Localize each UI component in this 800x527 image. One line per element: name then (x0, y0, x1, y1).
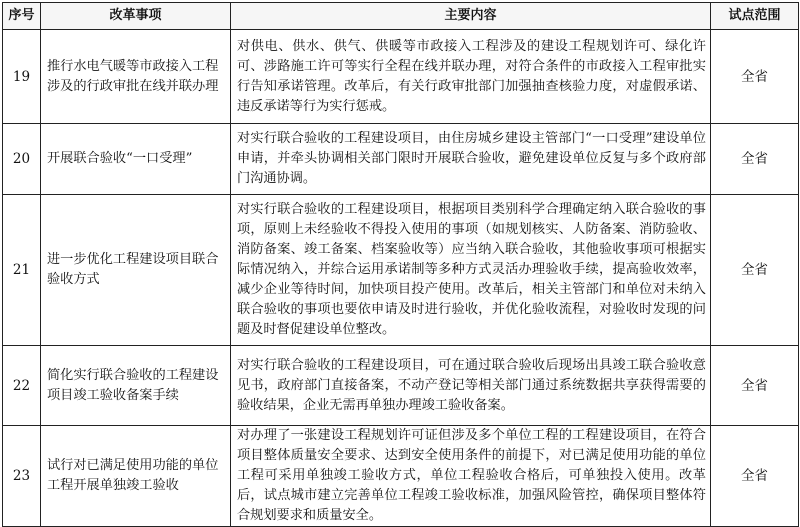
pilot-scope: 全省 (711, 30, 799, 124)
header-no: 序号 (3, 3, 41, 30)
main-content: 对供电、供水、供气、供暖等市政接入工程涉及的建设工程规划许可、绿化许可、涉路施工许可等实行全程在线并联办理，对符合条件的市政接入工程审批实行告知承诺管理。改革后，有关行政审批部门加强抽查核验力度，对虚假承诺、违反承诺等行为实行惩戒。 (231, 30, 711, 124)
reform-item: 简化实行联合验收的工程建设项目竣工验收备案手续 (41, 346, 231, 426)
reform-item: 进一步优化工程建设项目联合验收方式 (41, 195, 231, 346)
reform-item: 试行对已满足使用功能的单位工程开展单独竣工验收 (41, 426, 231, 527)
table-header (3, 3, 799, 30)
header-item: 改革事项 (41, 3, 231, 30)
table-row (3, 124, 799, 195)
table-body (3, 30, 799, 527)
main-content: 对办理了一张建设工程规划许可证但涉及多个单位工程的工程建设项目，在符合项目整体质量安全要求、达到安全使用条件的前提下，对已满足使用功能的单位工程可采用单独竣工验收方式，单位工程验收合格后，可单独投入使用。改革后，试点城市建立完善单位工程竣工验收标准，加强风险管控，确保项目整体符合规划要求和质量安全。 (231, 426, 711, 527)
table-row (3, 346, 799, 426)
table-row (3, 195, 799, 346)
main-content: 对实行联合验收的工程建设项目，根据项目类别科学合理确定纳入联合验收的事项，原则上未经验收不得投入使用的事项（如规划核实、人防备案、消防验收、消防备案、竣工备案、档案验收等）应当纳入联合验收，其他验收事项可根据实际情况纳入，并综合运用承诺制等多种方式灵活办理验收手续，提高验收效率，减少企业等待时间，加快项目投产使用。改革后，相关主管部门和单位对未纳入联合验收的事项也要依申请及时进行验收，并优化验收流程，对验收时发现的问题及时督促建设单位整改。 (231, 195, 711, 346)
reform-item: 推行水电气暖等市政接入工程涉及的行政审批在线并联办理 (41, 30, 231, 124)
reform-table (2, 2, 799, 527)
table-row (3, 30, 799, 124)
pilot-scope: 全省 (711, 426, 799, 527)
pilot-scope: 全省 (711, 195, 799, 346)
row-number: 19 (3, 30, 41, 124)
row-number: 23 (3, 426, 41, 527)
row-number: 20 (3, 124, 41, 195)
header-content: 主要内容 (231, 3, 711, 30)
row-number: 22 (3, 346, 41, 426)
row-number: 21 (3, 195, 41, 346)
main-content: 对实行联合验收的工程建设项目，可在通过联合验收后现场出具竣工联合验收意见书，政府部门直接备案，不动产登记等相关部门通过系统数据共享获得需要的验收结果，企业无需再单独办理竣工验收备案。 (231, 346, 711, 426)
header-scope: 试点范围 (711, 3, 799, 30)
pilot-scope: 全省 (711, 346, 799, 426)
pilot-scope: 全省 (711, 124, 799, 195)
header-row (3, 3, 799, 30)
reform-item: 开展联合验收“一口受理” (41, 124, 231, 195)
main-content: 对实行联合验收的工程建设项目，由住房城乡建设主管部门“一口受理”建设单位申请，并牵头协调相关部门限时开展联合验收，避免建设单位反复与多个政府部门沟通协调。 (231, 124, 711, 195)
table-row (3, 426, 799, 527)
